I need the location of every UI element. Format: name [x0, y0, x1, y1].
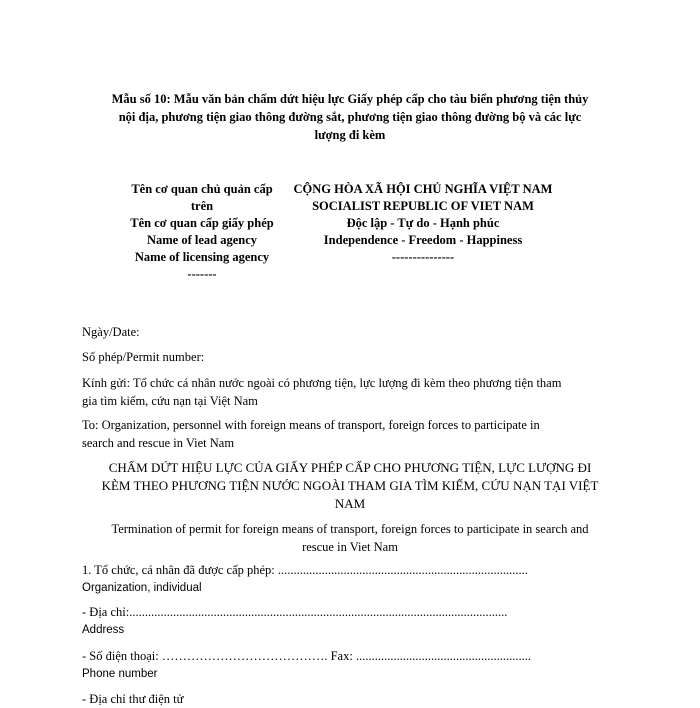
- national-motto-en: Independence - Freedom - Happiness: [323, 233, 523, 247]
- form-title-line-3: lượng đi kèm: [314, 128, 386, 142]
- agency-line-4: Name of lead agency: [146, 233, 258, 247]
- termination-heading-vi-line-1: CHẤM DỨT HIỆU LỰC CỦA GIẤY PHÉP CẤP CHO PHƯƠNG TIỆN, LỰC LƯỢNG ĐI: [108, 460, 592, 475]
- national-divider: ---------------: [391, 250, 455, 264]
- address-field: [82, 603, 612, 639]
- form-title: [90, 90, 610, 144]
- agency-line-2: trên: [190, 199, 214, 213]
- licensed-org-label: 1. Tổ chức, cá nhân đã được cấp phép: ................................................................................: [82, 563, 528, 577]
- address-label-en: Address: [82, 624, 125, 636]
- national-header: [268, 181, 578, 266]
- termination-heading-vi: [82, 459, 618, 513]
- termination-heading-en-line-2: rescue in Viet Nam: [302, 540, 398, 554]
- national-motto-vi: Độc lập - Tự do - Hạnh phúc: [346, 216, 500, 230]
- address-label: - Địa chỉ:.........................................................................................................................: [82, 605, 508, 619]
- agency-divider: -------: [187, 267, 217, 281]
- licensed-org-label-en: Organization, individual: [82, 582, 202, 594]
- form-title-line-1: Mẫu số 10: Mẫu văn bản chấm dứt hiệu lực Giấy phép cấp cho tàu biển phương tiện thủy: [111, 92, 589, 106]
- phone-label: - Số điện thoại: …………………………………. Fax: ........................................................: [82, 649, 531, 663]
- form-title-line-2: nội địa, phương tiện giao thông đường sắt, phương tiện giao thông đường bộ và các lực: [118, 110, 582, 124]
- agency-line-5: Name of licensing agency: [134, 250, 270, 264]
- termination-heading-vi-line-3: NAM: [334, 496, 366, 511]
- agency-line-1: Tên cơ quan chủ quản cấp: [131, 182, 273, 196]
- recipient-en: [82, 416, 612, 452]
- termination-heading-en: [82, 520, 618, 556]
- email-field-label: - Địa chỉ thư điện tử: [82, 692, 184, 706]
- termination-heading-en-line-1: Termination of permit for foreign means of transport, foreign forces to participate in search and: [111, 522, 589, 536]
- phone-field: [82, 647, 612, 683]
- recipient-vi-line-1: Kính gửi: Tổ chức cá nhân nước ngoài có phương tiện, lực lượng đi kèm theo phương tiện tham: [82, 376, 562, 390]
- phone-label-en: Phone number: [82, 668, 158, 680]
- national-line-1: CỘNG HÒA XÃ HỘI CHỦ NGHĨA VIỆT NAM: [293, 182, 553, 196]
- agency-line-3: Tên cơ quan cấp giấy phép: [130, 216, 274, 230]
- national-line-2: SOCIALIST REPUBLIC OF VIET NAM: [312, 199, 534, 213]
- permit-number-field: Số phép/Permit number:: [82, 350, 205, 364]
- recipient-en-line-1: To: Organization, personnel with foreign means of transport, foreign forces to participate in: [82, 418, 540, 432]
- licensed-org-field: [82, 561, 612, 597]
- termination-heading-vi-line-2: KÈM THEO PHƯƠNG TIỆN NƯỚC NGOÀI THAM GIA TÌM KIẾM, CỨU NẠN TẠI VIỆT: [101, 478, 599, 493]
- date-field: Ngày/Date:: [82, 325, 140, 339]
- recipient-en-line-2: search and rescue in Viet Nam: [82, 436, 235, 450]
- recipient-vi: [82, 374, 612, 410]
- recipient-vi-line-2: gia tìm kiếm, cứu nạn tại Việt Nam: [82, 394, 258, 408]
